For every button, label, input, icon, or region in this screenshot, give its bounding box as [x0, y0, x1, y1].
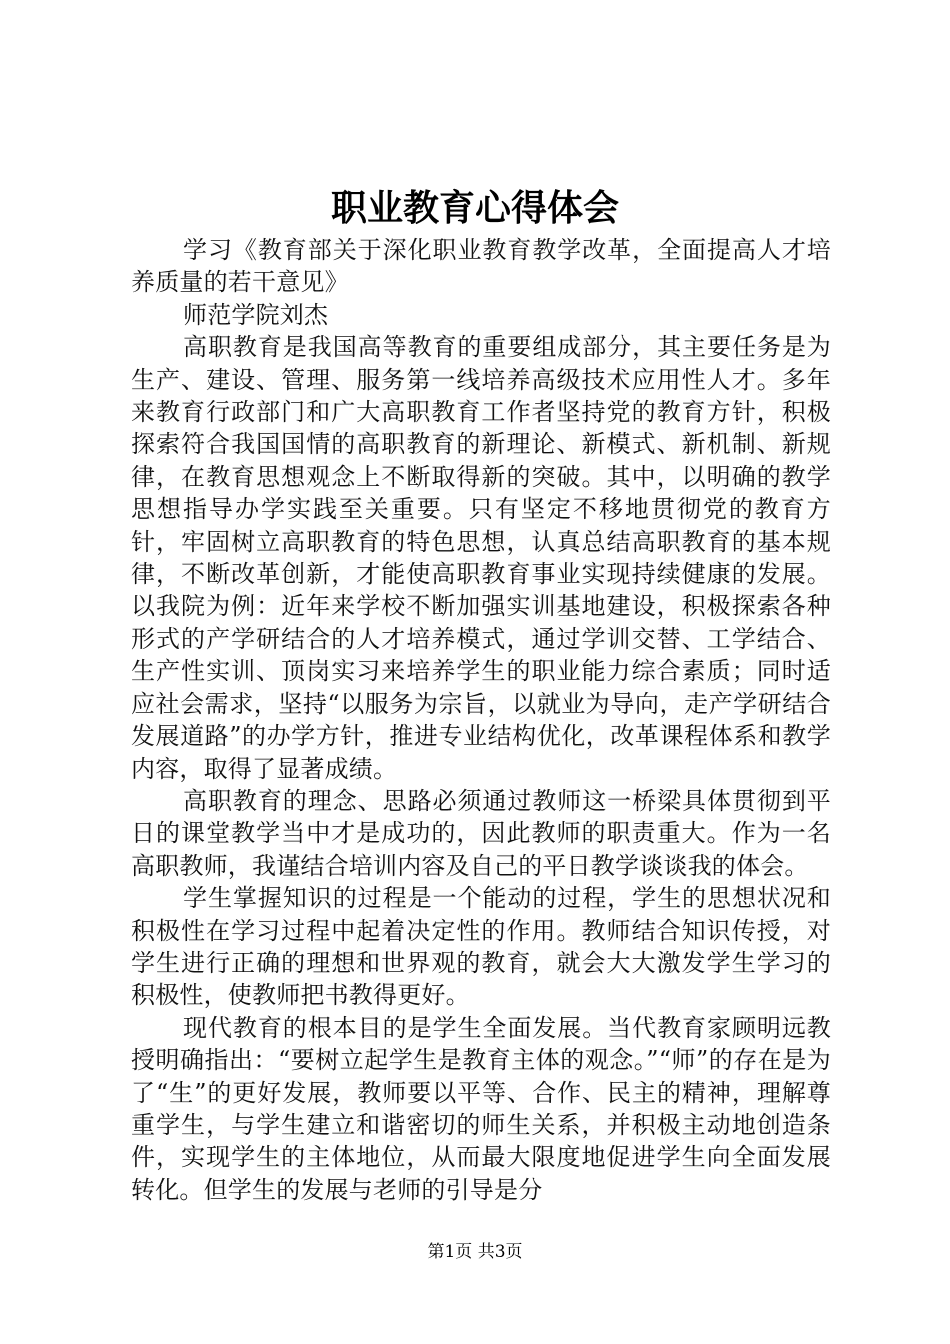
- page-footer: 第1页 共3页: [427, 1242, 523, 1262]
- document-body: [131, 234, 831, 1206]
- paragraph-4: 现代教育的根本目的是学生全面发展。当代教育家顾明远教授明确指出：“要树立起学生是教育主体的观念。”“师”的存在是为了“生”的更好发展，教师要以平等、合作、民主的精神，理解尊重学生，与学生建立和谐密切的师生关系，并积极主动地创造条件，实现学生的主体地位，从而最大限度地促进学生向全面发展转化。但学生的发展与老师的引导是分: [131, 1013, 831, 1204]
- paragraph-3: 学生掌握知识的过程是一个能动的过程，学生的思想状况和积极性在学习过程中起着决定性的作用。教师结合知识传授，对学生进行正确的理想和世界观的教育，就会大大激发学生学习的积极性，使教师把书教得更好。: [131, 884, 831, 1010]
- page-title: 职业教育心得体会: [330, 187, 619, 229]
- paragraph-2: 高职教育的理念、思路必须通过教师这一桥梁具体贯彻到平日的课堂教学当中才是成功的，因此教师的职责重大。作为一名高职教师，我谨结合培训内容及自己的平日教学谈谈我的体会。: [131, 786, 831, 880]
- paragraph-subtitle: 学习《教育部关于深化职业教育教学改革，全面提高人才培养质量的若干意见》: [131, 236, 831, 297]
- paragraph-author: 师范学院刘杰: [183, 300, 329, 329]
- paragraph-1: 高职教育是我国高等教育的重要组成部分，其主要任务是为生产、建设、管理、服务第一线培养高级技术应用性人才。多年来教育行政部门和广大高职教育工作者坚持党的教育方针，积极探索符合我国国情的高职教育的新理论、新模式、新机制、新规律，在教育思想观念上不断取得新的突破。其中，以明确的教学思想指导办学实践至关重要。只有坚定不移地贯彻党的教育方针，牢固树立高职教育的特色思想，认真总结高职教育的基本规律，不断改革创新，才能使高职教育事业实现持续健康的发展。以我院为例：近年来学校不断加强实训基地建设，积极探索各种形式的产学研结合的人才培养模式，通过学训交替、工学结合、生产性实训、顶岗实习来培养学生的职业能力综合素质；同时适应社会需求，坚持“以服务为宗旨，以就业为导向，走产学研结合发展道路”的办学方针，推进专业结构优化，改革课程体系和教学内容，取得了显著成绩。: [131, 333, 831, 783]
